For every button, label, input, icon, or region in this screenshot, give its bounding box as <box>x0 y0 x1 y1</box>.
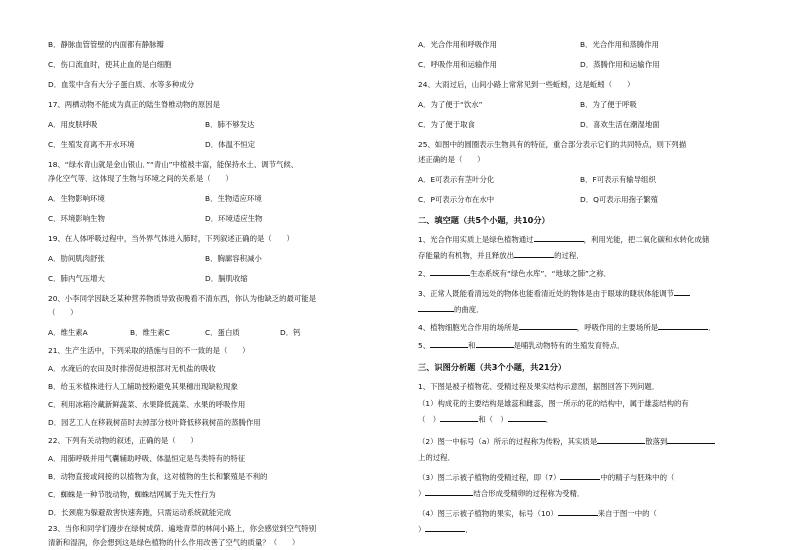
fill-4-blank-1[interactable] <box>519 329 577 330</box>
q20-option-b: B．维生素C <box>130 328 170 337</box>
q22-option-d: D．长颈鹿为躲避敌害快速奔跑，只需运动系统就能完成 <box>48 508 232 517</box>
question-20-paren: （ ） <box>48 308 78 317</box>
analysis-1-q3-text-c: 结合形成受精卵的过程称为受精． <box>473 489 585 498</box>
fill-2-blank-1[interactable] <box>430 275 470 276</box>
q23-option-a: A．光合作用和呼吸作用 <box>418 40 497 49</box>
question-17: 17、两栖动物不能成为真正的陆生脊椎动物的原因是 <box>48 100 221 109</box>
q19-option-d: D．膈肌收缩 <box>205 274 248 283</box>
fill-3-line1 <box>418 288 690 300</box>
analysis-1-q1-end: ． <box>545 415 554 424</box>
analysis-1-q2-cont: 上的过程． <box>418 453 455 462</box>
q16-option-b: B．静脉血管管壁的内面都有静脉瓣 <box>48 40 164 49</box>
analysis-1-q4-text-b: 来自于图一中的（ <box>597 509 657 518</box>
q25-option-a: A．E可表示有茎叶分化 <box>418 175 495 184</box>
analysis-1-q3-blank-1[interactable] <box>560 479 600 480</box>
q21-option-b: B．给玉米植株进行人工辅助授粉避免其果穗出现缺粒现象 <box>48 382 238 391</box>
fill-1-text-a: 1、光合作用实质上是绿色植物通过 <box>418 235 534 244</box>
question-24: 24、大雨过后，山间小路上常常见到一些蚯蚓，这是蚯蚓（ ） <box>418 80 635 89</box>
q17-option-a: A．用皮肤呼吸 <box>48 120 98 129</box>
section-fill-in-title: 二、填空题（共5个小题，共10分） <box>418 215 550 225</box>
analysis-1-q4-blank-1[interactable] <box>558 515 598 516</box>
analysis-1-q2 <box>418 436 715 448</box>
fill-1-text-c: 存能量的有机物，并且释放出 <box>418 251 515 260</box>
analysis-1-q4-end: ． <box>465 525 473 534</box>
q17-option-d: D．体温不恒定 <box>205 140 256 149</box>
q21-option-d: D．园艺工人在移栽树苗时去掉部分枝叶降低移栽树苗的蒸腾作用 <box>48 418 261 427</box>
q24-option-c: C．为了便于取食 <box>418 120 475 129</box>
question-19: 19、在人体呼吸过程中，当外界气体进入肺时，下列叙述正确的是（ ） <box>48 234 294 243</box>
fill-5-text-b: 和 <box>468 341 476 350</box>
fill-3-blank-1b[interactable] <box>418 311 454 312</box>
q22-option-b: B．动物直接或间接的以植物为食，这对植物的生长和繁殖是不利的 <box>48 472 268 481</box>
question-18-line1: 18、“绿水青山就是金山银山．”“青山”中植被丰富，能保持水土、调节气候、 <box>48 160 299 169</box>
analysis-1-q2-text-b: 散落到 <box>645 437 668 446</box>
q25-option-b: B．F可表示有输导组织 <box>580 175 656 184</box>
q21-option-a: A．水淹后的农田及时排涝促进根部对无机盐的吸收 <box>48 364 216 373</box>
question-21: 21、生产生活中，下列采取的措施与目的不一致的是（ ） <box>48 346 250 355</box>
fill-3-line2 <box>418 304 484 316</box>
question-25-line1: 25、如图中的圆圈表示生物具有的特征，重合部分表示它们的共同特点，则下列描 <box>418 140 687 149</box>
fill-4-text-a: 4、植物细胞光合作用的场所是 <box>418 323 519 332</box>
fill-4-text-b: ，呼吸作用的主要场所是 <box>576 323 659 332</box>
q24-option-b: B．为了便于呼吸 <box>580 100 637 109</box>
question-20: 20、小李同学因缺乏某种营养物质导致夜晚看不清东西，你认为他缺乏的最可能是 <box>48 294 317 303</box>
analysis-1-q2-blank-1[interactable] <box>597 443 645 444</box>
q24-option-a: A．为了便于“饮水” <box>418 100 483 109</box>
q19-option-b: B．胸廓容积减小 <box>205 254 262 263</box>
section-diagram-analysis-title: 三、识图分析题（共3个小题，共21分） <box>418 362 567 372</box>
analysis-1-q1-blanks <box>418 414 553 426</box>
q19-option-a: A．肋间肌肉舒张 <box>48 254 105 263</box>
q18-option-a: A．生物影响环境 <box>48 194 105 203</box>
fill-5 <box>418 340 624 352</box>
fill-5-blank-1[interactable] <box>430 347 468 348</box>
analysis-1-q2-blank-2a[interactable] <box>667 443 715 444</box>
analysis-1-q4-paren: ） <box>418 525 426 534</box>
q18-option-c: C．环境影响生物 <box>48 214 105 223</box>
fill-1-line1 <box>418 234 709 246</box>
fill-4-text-c: ． <box>708 323 716 332</box>
q17-option-c: C．生殖发育离不开水环境 <box>48 140 135 149</box>
analysis-1-q3-paren: ） <box>418 489 426 498</box>
analysis-1-q4-blank-2[interactable] <box>425 531 465 532</box>
analysis-1-q3-text-b: 中的精子与胚珠中的（ <box>600 473 675 482</box>
analysis-1-q1-paren-2: 和（ ） <box>478 415 508 424</box>
q17-option-b: B．肺不够发达 <box>205 120 255 129</box>
fill-2 <box>418 268 611 280</box>
analysis-1-q4-text-a: （4）图三示被子植物的果实，标号（10） <box>418 509 558 518</box>
fill-1-blank-1[interactable] <box>534 241 584 242</box>
q19-option-c: C．肺内气压增大 <box>48 274 105 283</box>
q18-option-d: D．环境适应生物 <box>205 214 263 223</box>
analysis-1-q2-text-a: （2）图一中标号（a）所示的过程称为传粉，其实质是 <box>418 437 598 446</box>
analysis-1-intro: 1、下图是被子植物花、受精过程及果实结构示意图，据图回答下列问题． <box>418 382 660 391</box>
q16-option-d: D．血浆中含有大分子蛋白质、水等多种成分 <box>48 80 195 89</box>
q20-option-a: A．维生素A <box>48 328 88 337</box>
q18-option-b: B．生物适应环境 <box>205 194 262 203</box>
q25-option-d: D．Q可表示用孢子繁殖 <box>580 195 659 204</box>
fill-2-text-a: 2、 <box>418 269 431 278</box>
q25-option-c: C．P可表示分布在水中 <box>418 195 495 204</box>
fill-3-text-b: 的曲度． <box>454 305 484 314</box>
analysis-1-q4 <box>418 508 657 520</box>
question-18-line2: 净化空气等．这体现了生物与环境之间的关系是（ ） <box>48 174 233 183</box>
q23-option-b: B．光合作用和蒸腾作用 <box>580 40 659 49</box>
q21-option-c: C．利用冰箱冷藏新鲜蔬菜、水果降低蔬菜、水果的呼吸作用 <box>48 400 246 409</box>
q22-option-c: C．蜘蛛是一种节肢动物，蜘蛛结网属于先天性行为 <box>48 490 216 499</box>
analysis-1-q3-text-a: （3）图二示被子植物的受精过程，即（7） <box>418 473 561 482</box>
question-22: 22、下列有关动物的叙述，正确的是（ ） <box>48 436 198 445</box>
q22-option-a: A．用肺呼吸并用气囊辅助呼吸、体温恒定是鸟类特有的特征 <box>48 454 246 463</box>
fill-5-text-c: 是哺乳动物特有的生殖发育特点． <box>513 341 625 350</box>
fill-1-text-b: ，利用光能，把二氧化碳和水转化成储 <box>583 235 710 244</box>
analysis-1-q4-cont <box>418 524 473 536</box>
q23-option-c: C．呼吸作用和运输作用 <box>418 60 498 69</box>
question-23-line1: 23、当你和同学们漫步在绿树成荫、遍地青草的林间小路上，你会感觉到空气特别 <box>48 524 317 533</box>
q16-option-c: C．伤口流血时，使其止血的是白细胞 <box>48 60 172 69</box>
fill-5-text-a: 5、 <box>418 341 431 350</box>
fill-5-blank-2[interactable] <box>476 347 514 348</box>
question-25-line2: 述正确的是（ ） <box>418 155 485 164</box>
q23-option-d: D．蒸腾作用和运输作用 <box>580 60 660 69</box>
q24-option-d: D．喜欢生活在潮湿地面 <box>580 120 660 129</box>
analysis-1-q1-blank-1[interactable] <box>440 421 478 422</box>
fill-3-text-a: 3、正常人既能看清远处的物体也能看清近处的物体是由于眼球的睫状体能调节 <box>418 289 674 298</box>
analysis-1-q1: （1）构成花的主要结构是雄蕊和雌蕊，图一所示的花的结构中，属于雄蕊结构的有 <box>418 399 689 408</box>
fill-1-text-d: 的过程． <box>554 251 584 260</box>
analysis-1-q3-blank-2[interactable] <box>425 495 473 496</box>
fill-4 <box>418 322 716 334</box>
analysis-1-q3 <box>418 472 674 484</box>
analysis-1-q1-paren-1: （ ） <box>418 415 441 424</box>
fill-1-line2 <box>418 250 584 262</box>
analysis-1-q3-cont <box>418 488 584 500</box>
fill-4-blank-2[interactable] <box>658 329 708 330</box>
fill-2-text-b: 生态系统有“绿色水库”、“地球之肺”之称． <box>470 269 612 278</box>
q20-option-c: C．蛋白质 <box>205 328 240 337</box>
fill-3-blank-1a[interactable] <box>674 295 690 296</box>
fill-1-blank-2[interactable] <box>514 257 554 258</box>
q20-option-d: D．钙 <box>280 328 301 337</box>
question-23-line2: 清新和湿润，你会想到这是绿色植物的什么作用改善了空气的质量？（ ） <box>48 538 300 547</box>
analysis-1-q1-blank-2[interactable] <box>508 421 546 422</box>
